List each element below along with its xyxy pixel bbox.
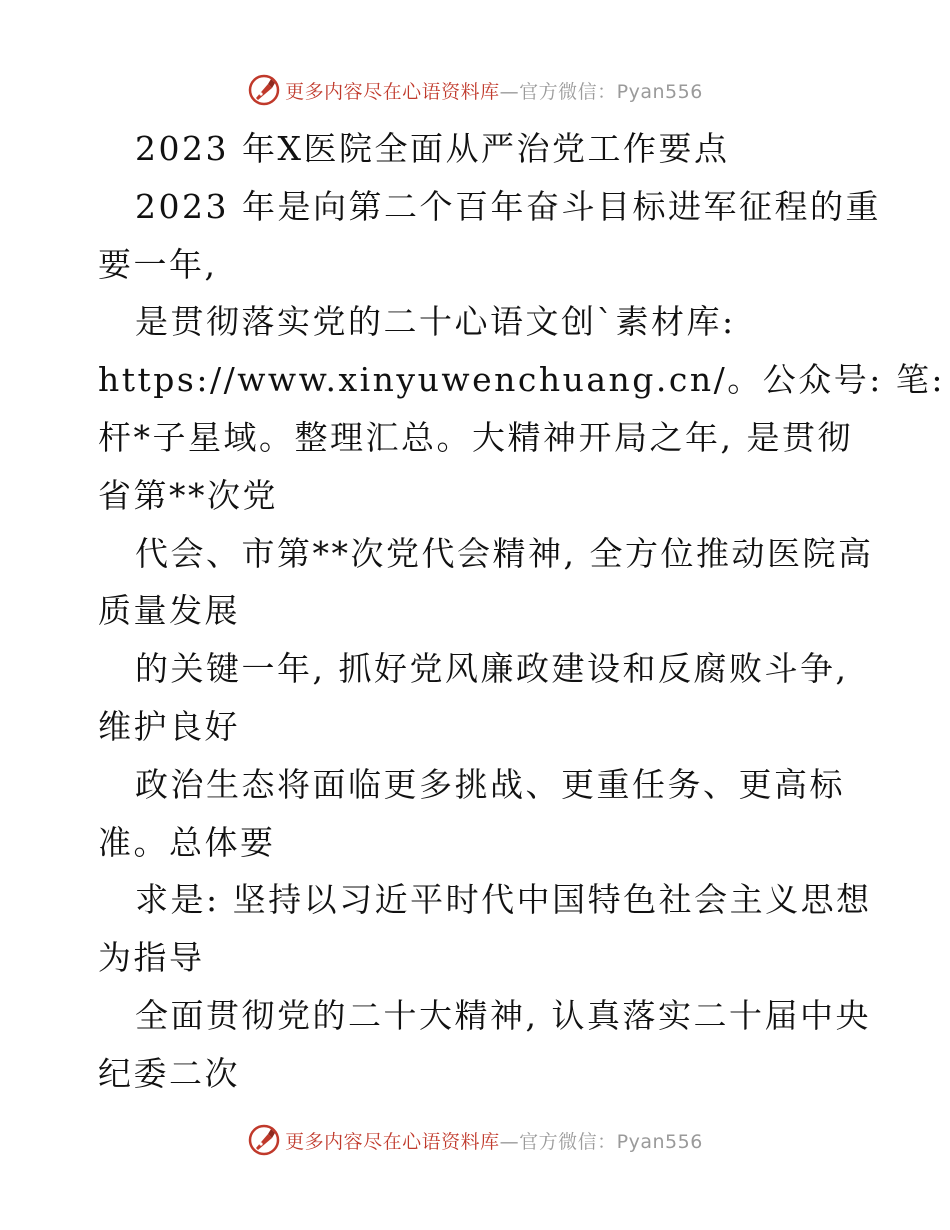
document-body — [98, 120, 945, 1103]
paragraph-line: 维护良好 — [98, 706, 240, 746]
paragraph-line: 要一年, — [98, 244, 218, 284]
banner-wechat: —官方微信：Pyan556 — [499, 80, 703, 103]
paragraph-line: 纪委二次 — [98, 1053, 240, 1093]
paragraph-line: 为指导 — [98, 938, 205, 978]
paragraph-line: 全面贯彻党的二十大精神, 认真落实二十届中央 — [135, 995, 871, 1035]
header-watermark-banner — [0, 70, 950, 110]
paragraph-line: https://www.xinyuwenchuang.cn/。公众号: 笔: — [98, 360, 945, 400]
paragraph-line: 代会、市第**次党代会精神, 全方位推动医院高 — [135, 533, 874, 573]
footer-watermark-banner — [0, 1120, 950, 1160]
paragraph-line: 杆*子星域。整理汇总。大精神开局之年, 是贯彻 — [98, 417, 853, 457]
paragraph-line: 是贯彻落实党的二十心语文创`素材库: — [135, 302, 736, 342]
paragraph-line: 2023 年是向第二个百年奋斗目标进军征程的重 — [135, 186, 881, 226]
banner-text — [285, 77, 703, 104]
pen-nib-logo-icon — [247, 73, 281, 107]
paragraph-line: 准。总体要 — [98, 822, 276, 862]
banner-text — [285, 1127, 703, 1154]
paragraph-line: 求是: 坚持以习近平时代中国特色社会主义思想 — [135, 880, 872, 920]
paragraph-line: 省第**次党 — [98, 475, 278, 515]
banner-wechat: —官方微信：Pyan556 — [499, 1130, 703, 1153]
pen-nib-logo-icon — [247, 1123, 281, 1157]
document-title: 2023 年X医院全面从严治党工作要点 — [135, 129, 730, 168]
paragraph-line: 政治生态将面临更多挑战、更重任务、更高标 — [135, 764, 845, 804]
banner-title: 更多内容尽在心语资料库 — [285, 80, 500, 103]
banner-title: 更多内容尽在心语资料库 — [285, 1130, 500, 1153]
paragraph-line: 的关键一年, 抓好党风廉政建设和反腐败斗争, — [135, 649, 849, 689]
paragraph-line: 质量发展 — [98, 591, 240, 631]
